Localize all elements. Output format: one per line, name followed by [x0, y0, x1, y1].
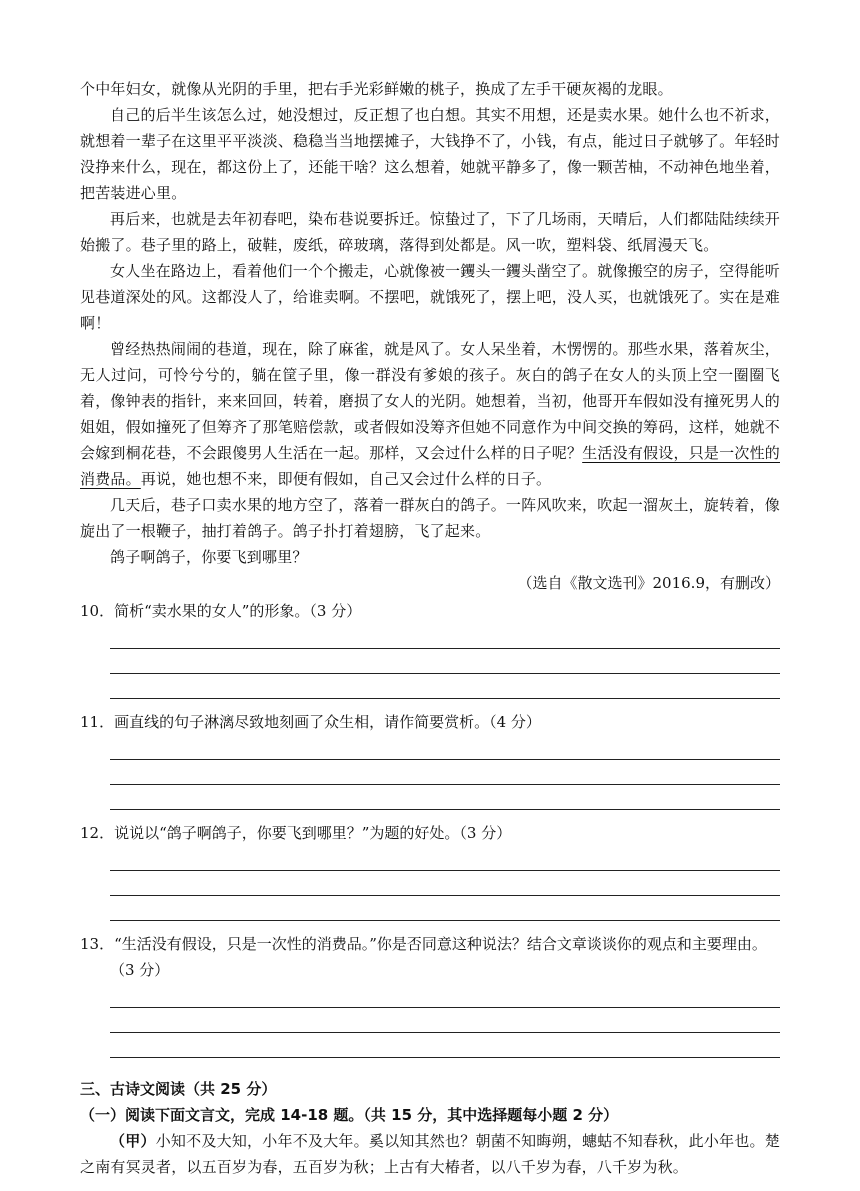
answer-line[interactable]: [110, 896, 780, 921]
underlined-sentence: 生活没有假设，只是一次性的消费品。: [80, 444, 780, 488]
classical-text-jia: [80, 1128, 780, 1180]
passage-paragraph-7: 鸽子啊鸽子，你要飞到哪里？: [110, 548, 308, 566]
exam-page: [80, 76, 780, 1180]
passage-paragraph-4: 女人坐在路边上，看着他们一个个搬走，心就像被一钁头一钁头凿空了。就像搬空的房子，空得能听见巷道深处的风。这都没人了，给谁卖啊。不摆吧，就饿死了，摆上吧，没人买，也就饿死了。实在是难啊！: [80, 262, 780, 332]
passage-paragraph-3: 再后来，也就是去年初春吧，染布巷说要拆迁。惊蛰过了，下了几场雨，天晴后，人们都陆陆续续开始搬了。巷子里的路上，破鞋，废纸，碎玻璃，落得到处都是。风一吹，塑料袋、纸屑漫天飞。: [80, 210, 780, 254]
answer-line[interactable]: [110, 785, 780, 810]
jia-text: 小知不及大知，小年不及大年。奚以知其然也？朝菌不知晦朔，蟪蛄不知春秋，此小年也。楚之南有冥灵者，以五百岁为春，五百岁为秋；上古有大椿者，以八千岁为春，八千岁为秋。: [80, 1132, 780, 1176]
answer-line[interactable]: [110, 674, 780, 699]
section-3-title: 三、古诗文阅读（共 25 分）: [80, 1080, 277, 1098]
answer-area-11[interactable]: [110, 735, 780, 810]
passage-paragraph-2: 自己的后半生该怎么过，她没想过，反正想了也白想。其实不用想，还是卖水果。她什么也不祈求，就想着一辈子在这里平平淡淡、稳稳当当地摆摊子，大钱挣不了，小钱，有点，能过日子就够了。年轻时没挣来什么，现在，都这份上了，还能干啥？这么想着，她就平静多了，像一颗苦柚，不动神色地坐着，把苦装进心里。: [80, 106, 780, 202]
answer-area-10[interactable]: [110, 624, 780, 699]
answer-line[interactable]: [110, 624, 780, 649]
answer-line[interactable]: [110, 846, 780, 871]
passage-source: （选自《散文选刊》2016.9，有删改）: [517, 574, 780, 592]
answer-line[interactable]: [110, 649, 780, 674]
answer-area-13[interactable]: [110, 983, 780, 1058]
question-11: 11．画直线的句子淋漓尽致地刻画了众生相，请作简要赏析。（4 分）: [80, 713, 541, 731]
question-10: 10．简析“卖水果的女人”的形象。（3 分）: [80, 602, 362, 620]
answer-line[interactable]: [110, 760, 780, 785]
passage-paragraph-5-text: 曾经热热闹闹的巷道，现在，除了麻雀，就是风了。女人呆坐着，木愣愣的。那些水果，落着灰尘，无人过问，可怜兮兮的，躺在筐子里，像一群没有爹娘的孩子。灰白的鸽子在女人的头顶上空一圈圈飞着，像钟表的指针，来来回回，转着，磨损了女人的光阴。她想着，当初，他哥开车假如没有撞死男人的姐姐，假如撞死了但筹齐了那笔赔偿款，或者假如没筹齐但她不同意作为中间交换的筹码，这样，她就不会嫁到桐花巷，不会跟傻男人生活在一起。那样，又会过什么样的日子呢？: [80, 340, 780, 462]
answer-line[interactable]: [110, 871, 780, 896]
answer-line[interactable]: [110, 735, 780, 760]
answer-line[interactable]: [110, 1008, 780, 1033]
section-3-subtitle: （一）阅读下面文言文，完成 14-18 题。（共 15 分，其中选择题每小题 2 分）: [80, 1106, 619, 1124]
jia-label: （甲）: [110, 1132, 156, 1150]
passage-paragraph-5-end: 再说，她也想不来，即便有假如，自己又会过什么样的日子。: [140, 470, 552, 488]
passage-paragraph-6: 几天后，巷子口卖水果的地方空了，落着一群灰白的鸽子。一阵风吹来，吹起一溜灰土，旋转着，像旋出了一根鞭子，抽打着鸽子。鸽子扑打着翅膀，飞了起来。: [80, 496, 780, 540]
passage-paragraph-1: 个中年妇女，就像从光阴的手里，把右手光彩鲜嫩的桃子，换成了左手干硬灰褐的龙眼。: [80, 80, 673, 98]
answer-line[interactable]: [110, 1033, 780, 1058]
question-13: 13．“生活没有假设，只是一次性的消费品。”你是否同意这种说法？结合文章谈谈你的观点和主要理由。（3 分）: [80, 935, 767, 979]
passage-paragraph-5: [80, 336, 780, 492]
answer-line[interactable]: [110, 983, 780, 1008]
question-12: 12．说说以“鸽子啊鸽子，你要飞到哪里？”为题的好处。（3 分）: [80, 824, 512, 842]
answer-area-12[interactable]: [110, 846, 780, 921]
